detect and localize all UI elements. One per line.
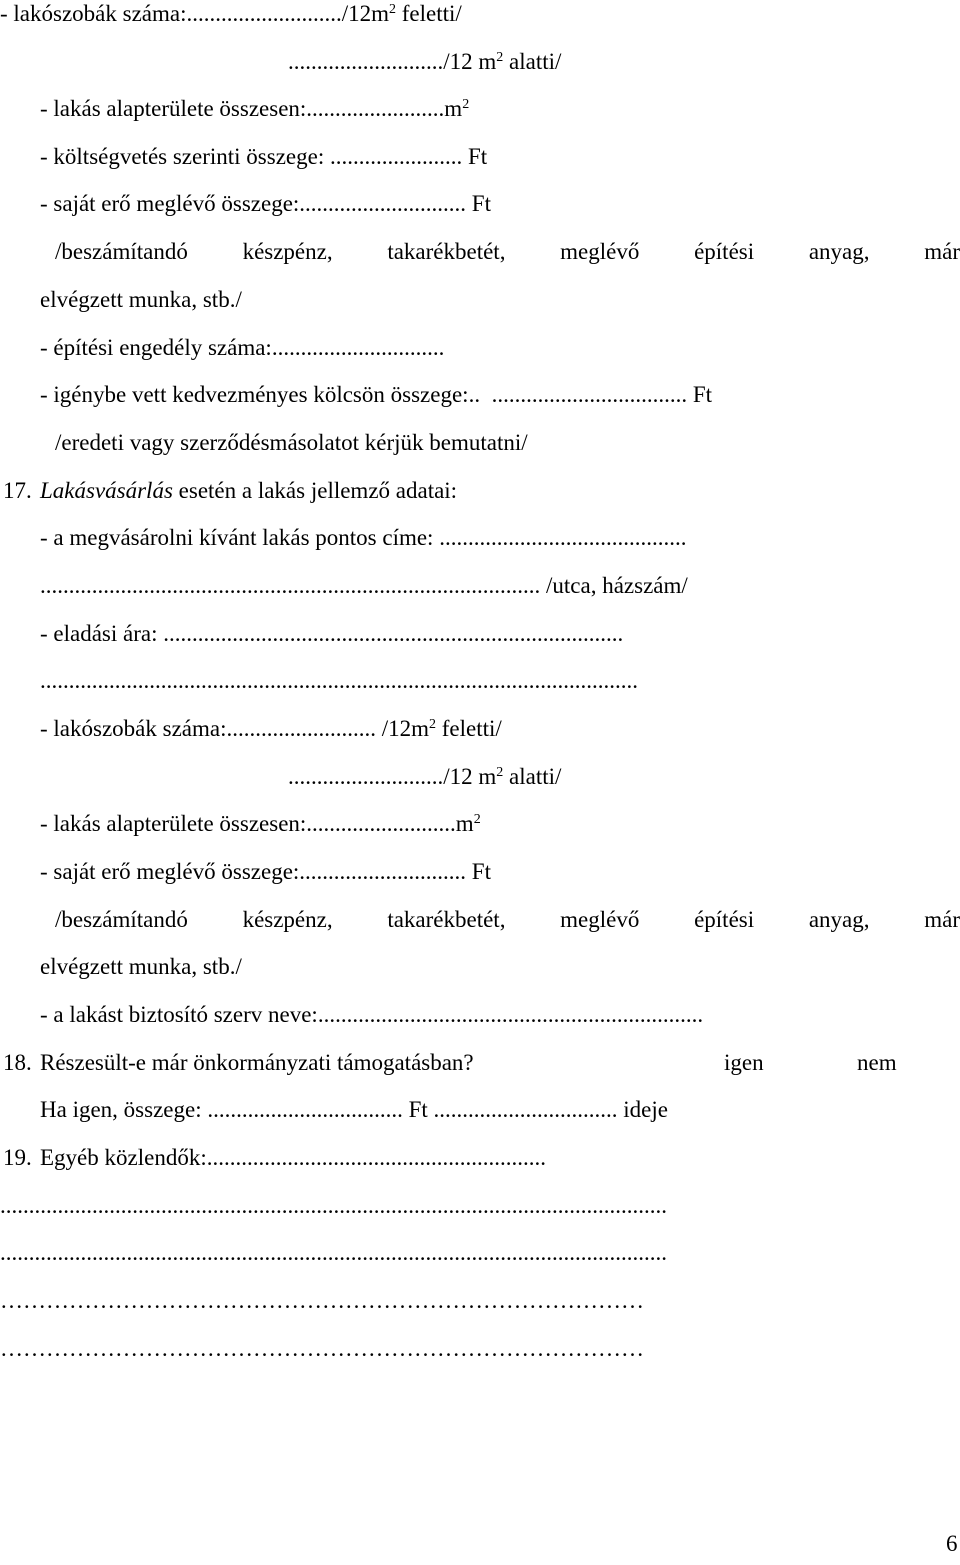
yes-option: igen [724,1050,764,1075]
loan-line: - igénybe vett kedvezményes kölcsön összege:.. .................................. Ft [40,382,712,407]
price-line-2: ........................................................................................................ [40,668,638,693]
rooms-under-line-17: .........................../12 $m^2$ alatti/ [288,764,562,789]
own-funds-note: /beszámítandó készpénz, takarékbetét, meglévő építési anyag, már [55,239,960,264]
remarks-line-2: .................................................................................................................... [0,1240,667,1265]
area-line: - lakás alapterülete $összesen:........................m^2$ [40,96,470,121]
remarks-line-3: ………………………………………………………………………… [0,1288,644,1313]
insurer-line: - a lakást biztosító szerv neve:................................................................... [40,1002,704,1027]
no-option: nem [857,1050,897,1075]
area-line-17: - lakás alapterülete $összesen:..........................m^2$ [40,811,481,836]
page-number: 6 [946,1531,958,1556]
budget-line: - költségvetés szerinti összege: ....................... Ft [40,144,488,169]
amount-line: Ha igen, összege: .................................. Ft ................................ ideje [40,1097,668,1122]
permit-line: - építési engedély száma:.............................. [40,335,445,360]
price-line: - eladási ára: ................................................................................ [40,621,624,646]
rooms-line: - lakószobák $száma:.........................../12m^2$ feletti/ [0,1,462,26]
remarks-line-4: ………………………………………………………………………… [0,1336,644,1361]
own-funds-line-17: - saját erő meglévő összege:............................. Ft [40,859,491,884]
loan-note: /eredeti vagy szerződésmásolatot kérjük bemutatni/ [55,430,528,455]
rooms-under-line: .........................../12 $m^2$ alatti/ [288,49,562,74]
rooms-line-17: - lakószobák száma:.......................... $/12m^2$ feletti/ [40,716,502,741]
own-funds-line: - saját erő meglévő összege:............................. Ft [40,191,491,216]
address-line: - a megvásárolni kívánt lakás pontos címe: ........................................... [40,525,687,550]
own-funds-note-17: /beszámítandó készpénz, takarékbetét, meglévő építési anyag, már [55,907,960,932]
remarks-line-1: .................................................................................................................... [0,1193,667,1218]
address-line-2: ....................................................................................... /utca, házszám/ [40,573,688,598]
own-funds-note-2: elvégzett munka, stb./ [40,287,242,312]
own-funds-note-17-2: elvégzett munka, stb./ [40,954,242,979]
